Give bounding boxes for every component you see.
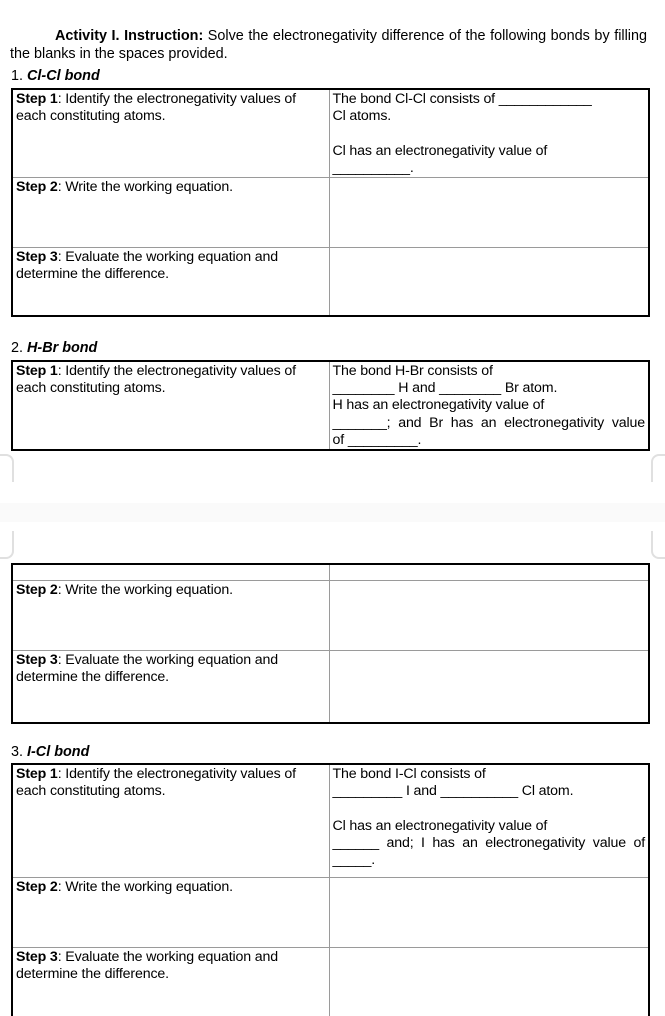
answer-line[interactable]: Cl has an electronegativity value of bbox=[332, 817, 548, 834]
instruction-cell bbox=[12, 947, 329, 1016]
answer-cell[interactable] bbox=[329, 580, 649, 650]
step-text: : Write the working equation. bbox=[57, 878, 233, 895]
bond-table-2 bbox=[11, 360, 650, 451]
bond-table-1 bbox=[11, 88, 650, 317]
step-text: : Evaluate the working equation and determine the difference. bbox=[16, 651, 279, 685]
section-3-number: 3. bbox=[11, 744, 24, 760]
step-label: Step 2 bbox=[16, 878, 58, 895]
instruction-cell bbox=[12, 764, 329, 877]
answer-line[interactable]: ________ H and ________ Br atom. bbox=[332, 380, 558, 397]
step-label: Step 1 bbox=[16, 766, 58, 782]
instruction-cell bbox=[12, 580, 329, 650]
step-label: Step 3 bbox=[16, 651, 58, 668]
page-corner-mark-top-left bbox=[0, 454, 14, 482]
page-corner-mark-bottom-left bbox=[0, 531, 14, 559]
step-text: : Evaluate the working equation and determine the difference. bbox=[16, 249, 279, 283]
answer-cell[interactable] bbox=[329, 764, 649, 877]
bond-table-3 bbox=[11, 763, 650, 1016]
section-2-number: 2. bbox=[11, 340, 24, 356]
section-3-bond-name: I-Cl bond bbox=[27, 744, 90, 760]
answer-cell[interactable] bbox=[329, 877, 649, 947]
answer-line[interactable]: __________. bbox=[332, 159, 414, 176]
page-corner-mark-top-right bbox=[651, 454, 665, 482]
step-label: Step 3 bbox=[16, 948, 58, 965]
table-row bbox=[12, 877, 649, 947]
table-row bbox=[12, 248, 649, 316]
instruction-cell bbox=[12, 178, 329, 248]
answer-cell[interactable] bbox=[329, 248, 649, 316]
answer-line[interactable]: The bond Cl-Cl consists of ____________ bbox=[332, 91, 592, 107]
table-row bbox=[12, 564, 649, 580]
answer-line[interactable]: _________ I and __________ Cl atom. bbox=[332, 783, 574, 800]
step-text: : Write the working equation. bbox=[57, 179, 233, 195]
answer-line[interactable]: Cl has an electronegativity value of bbox=[332, 142, 548, 159]
table-row bbox=[12, 89, 649, 178]
step-label: Step 2 bbox=[16, 581, 58, 598]
instruction-cell bbox=[12, 89, 329, 178]
step-label: Step 1 bbox=[16, 363, 58, 379]
answer-line[interactable]: of _________. bbox=[332, 431, 422, 448]
instruction-text: Solve the electronegativity difference of the following bonds by filling the blanks in the spaces provided. bbox=[10, 28, 647, 62]
table-row bbox=[12, 361, 649, 450]
answer-line[interactable]: Cl atoms. bbox=[332, 108, 392, 125]
answer-line[interactable]: The bond I-Cl consists of bbox=[332, 766, 486, 782]
table-row bbox=[12, 580, 649, 650]
step-text: : Write the working equation. bbox=[57, 581, 233, 598]
step-text: : Evaluate the working equation and determine the difference. bbox=[16, 948, 279, 982]
table-row bbox=[12, 650, 649, 723]
answer-line[interactable]: ______ and; I has an electronegativity value of bbox=[332, 834, 645, 851]
step-label: Step 3 bbox=[16, 249, 58, 265]
answer-line[interactable]: The bond H-Br consists of bbox=[332, 363, 493, 379]
instruction-cell bbox=[12, 361, 329, 450]
step-text: : Identify the electronegativity values of each constituting atoms. bbox=[16, 766, 296, 800]
answer-line[interactable]: _______; and Br has an electronegativity value bbox=[332, 414, 645, 431]
instruction-cell bbox=[12, 877, 329, 947]
step-label: Step 1 bbox=[16, 91, 58, 107]
instruction-cell bbox=[12, 650, 329, 723]
answer-cell[interactable] bbox=[329, 947, 649, 1016]
answer-cell[interactable] bbox=[329, 361, 649, 450]
answer-line[interactable] bbox=[333, 800, 646, 817]
section-2-title bbox=[11, 340, 97, 357]
section-1-bond-name: Cl-Cl bond bbox=[27, 68, 100, 84]
step-text: : Identify the electronegativity values of each constituting atoms. bbox=[16, 91, 296, 125]
instruction-paragraph bbox=[10, 28, 647, 62]
section-3-title bbox=[11, 744, 89, 761]
instruction-cell bbox=[12, 564, 329, 580]
section-2-bond-name: H-Br bond bbox=[27, 340, 98, 356]
answer-cell[interactable] bbox=[329, 650, 649, 723]
answer-cell[interactable] bbox=[329, 178, 649, 248]
answer-line[interactable] bbox=[333, 125, 646, 142]
table-row bbox=[12, 764, 649, 877]
bond-table-2-continuation bbox=[11, 563, 650, 724]
instruction-cell bbox=[12, 248, 329, 316]
section-1-number: 1. bbox=[11, 68, 24, 84]
answer-line[interactable]: _____. bbox=[332, 852, 375, 868]
answer-cell[interactable] bbox=[329, 89, 649, 178]
table-row bbox=[12, 178, 649, 248]
page-corner-mark-bottom-right bbox=[651, 531, 665, 559]
page-gap-band bbox=[0, 503, 665, 522]
instruction-lead: Activity I. Instruction: bbox=[55, 28, 204, 45]
step-text: : Identify the electronegativity values of each constituting atoms. bbox=[16, 363, 296, 397]
table-row bbox=[12, 947, 649, 1016]
section-1-title bbox=[11, 68, 100, 85]
answer-cell[interactable] bbox=[329, 564, 649, 580]
answer-line[interactable]: H has an electronegativity value of bbox=[332, 397, 545, 414]
step-label: Step 2 bbox=[16, 179, 58, 195]
